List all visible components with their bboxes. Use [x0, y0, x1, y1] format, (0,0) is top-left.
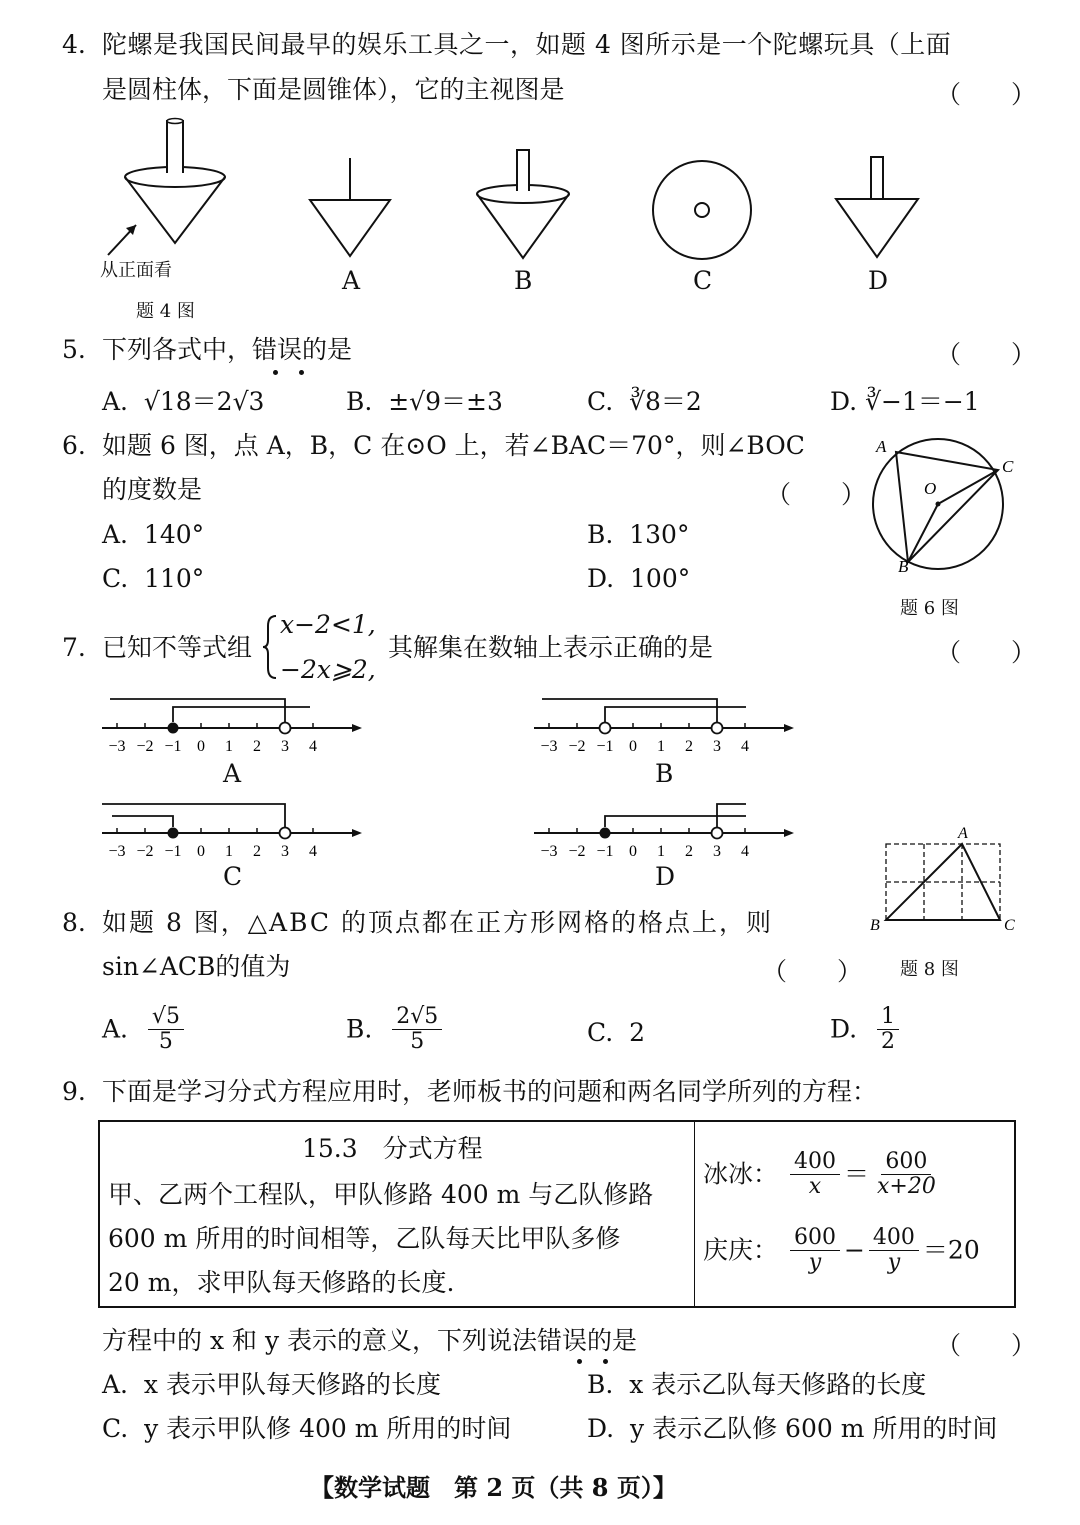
- q7-stem-post: 其解集在数轴上表示正确的是: [388, 633, 714, 662]
- q6-option-c[interactable]: [102, 564, 204, 594]
- student-name: 庆庆：: [703, 1235, 779, 1265]
- q8-option-c[interactable]: [587, 1018, 645, 1048]
- student-1-equation: 冰冰： $\frac{400}{x}$ ＝ $\frac{600}{x+20}$: [703, 1150, 944, 1199]
- board-line-1: 甲、乙两个工程队，甲队修路 400 m 与乙队修路: [108, 1180, 654, 1209]
- option-key: C.: [587, 1018, 614, 1047]
- point-label-o: O: [924, 479, 937, 498]
- system-brace: [262, 614, 278, 680]
- svg-text:−3: −3: [108, 843, 126, 860]
- q9-option-a[interactable]: [102, 1370, 441, 1400]
- fraction: $\frac{1}{2}$: [877, 1005, 899, 1054]
- q4-number: 4.: [62, 30, 86, 59]
- svg-text:−1: −1: [596, 843, 614, 860]
- option-expr: ∛−1＝−1: [865, 387, 980, 416]
- option-text: y 表示甲队修 400 m 所用的时间: [144, 1414, 512, 1443]
- q4-option-d-label[interactable]: D: [868, 266, 889, 295]
- q7-numberline-a: [100, 695, 370, 755]
- option-key: D.: [830, 387, 858, 416]
- q8-option-d[interactable]: [830, 1005, 903, 1054]
- q4-option-a-label[interactable]: A: [342, 266, 361, 295]
- q7-stem-pre: 已知不等式组: [102, 633, 253, 662]
- point-label-a: A: [876, 437, 887, 456]
- option-key: A.: [102, 1370, 129, 1399]
- q6-stem-line2: 的度数是: [102, 475, 203, 504]
- option-key: B.: [346, 1014, 373, 1044]
- q9-option-b[interactable]: [587, 1370, 926, 1400]
- q4-option-d-figure: [833, 155, 923, 260]
- option-value: 110°: [144, 564, 205, 593]
- q4-view-label: 从正面看: [100, 260, 172, 281]
- q4-option-c-figure: [650, 158, 754, 262]
- option-key: D.: [587, 564, 615, 593]
- board-line-3: 20 m，求甲队每天修路的长度.: [108, 1268, 455, 1297]
- option-value: 130°: [629, 520, 690, 549]
- fraction: $\frac{400}{x}$: [790, 1150, 840, 1199]
- q6-number: 6.: [62, 431, 86, 460]
- svg-text:3: 3: [281, 738, 289, 755]
- option-key: C.: [102, 1414, 129, 1443]
- q7-option-d-label[interactable]: D: [655, 862, 676, 891]
- option-key: A.: [102, 1014, 129, 1044]
- q8-fig-caption: 题 8 图: [900, 959, 959, 980]
- emphasis-dot: [577, 1359, 582, 1364]
- q9-stem: 下面是学习分式方程应用时，老师板书的问题和两名同学所列的方程：: [102, 1077, 878, 1106]
- q5-number: 5.: [62, 335, 86, 364]
- emphasis-dot: [299, 370, 304, 375]
- svg-text:−1: −1: [164, 738, 182, 755]
- option-text: x 表示乙队每天修路的长度: [629, 1370, 927, 1399]
- q7-inequality-2: −2x⩾2,: [280, 655, 376, 684]
- svg-text:−2: −2: [136, 843, 154, 860]
- svg-text:−1: −1: [164, 843, 182, 860]
- option-key: A.: [102, 387, 129, 416]
- svg-text:1: 1: [657, 843, 665, 860]
- option-key: A.: [102, 520, 129, 549]
- option-value: 100°: [630, 564, 691, 593]
- q6-fig-caption: 题 6 图: [900, 598, 959, 619]
- svg-text:2: 2: [253, 843, 261, 860]
- svg-text:−3: −3: [540, 843, 558, 860]
- point-label-a: A: [958, 825, 968, 842]
- box-divider: [694, 1122, 695, 1306]
- svg-text:−1: −1: [596, 738, 614, 755]
- svg-text:3: 3: [713, 738, 721, 755]
- q7-numberline-b: [532, 695, 802, 755]
- q5-option-c[interactable]: [587, 387, 702, 417]
- fraction: $\frac{600}{y}$: [790, 1226, 840, 1275]
- option-key: B.: [587, 520, 614, 549]
- svg-text:3: 3: [281, 843, 289, 860]
- option-value: 140°: [143, 520, 205, 549]
- q5-option-d[interactable]: [830, 387, 980, 417]
- q7-option-a-label[interactable]: A: [223, 759, 242, 788]
- student-2-equation: 庆庆： $\frac{600}{y}$ − $\frac{400}{y}$ ＝20: [703, 1225, 980, 1275]
- q8-grid-figure: [866, 822, 1026, 932]
- svg-text:0: 0: [197, 843, 205, 860]
- svg-text:1: 1: [225, 843, 233, 860]
- q5-option-b[interactable]: [346, 387, 503, 417]
- fraction: $\frac{600}{x+20}$: [876, 1149, 936, 1199]
- option-key: D.: [830, 1014, 858, 1044]
- page-footer: 【数学试题 第 2 页（共 8 页）】: [310, 1473, 677, 1502]
- svg-text:0: 0: [629, 843, 637, 860]
- q4-option-b-figure: [470, 148, 580, 263]
- fraction: $\frac{2√5}{5}$: [392, 1005, 442, 1054]
- q9-question: 方程中的 x 和 y 表示的意义，下列说法错误的是: [102, 1326, 638, 1355]
- q4-stem-line2: 是圆柱体，下面是圆锥体），它的主视图是: [102, 75, 565, 104]
- q5-stem: 下列各式中，错误的是: [102, 335, 353, 364]
- q9-number: 9.: [62, 1077, 86, 1106]
- emphasis-dot: [273, 370, 278, 375]
- blackboard-box: [98, 1120, 1016, 1308]
- q9-option-d[interactable]: [587, 1414, 997, 1444]
- student-name: 冰冰：: [703, 1159, 779, 1189]
- option-expr: √18＝2√3: [143, 387, 265, 416]
- q6-option-a[interactable]: [102, 520, 204, 550]
- q8-option-b[interactable]: [346, 1005, 446, 1054]
- option-key: B.: [587, 1370, 614, 1399]
- svg-text:−3: −3: [540, 738, 558, 755]
- q8-stem-line2: sin∠ACB的值为: [102, 952, 291, 981]
- svg-text:1: 1: [225, 738, 233, 755]
- q8-answer-paren[interactable]: （ ）: [762, 957, 863, 986]
- svg-text:2: 2: [253, 738, 261, 755]
- q4-option-c-label[interactable]: C: [693, 266, 713, 295]
- q9-option-c[interactable]: [102, 1414, 511, 1444]
- q9-answer-paren[interactable]: （ ）: [936, 1331, 1037, 1360]
- q7-number: 7.: [62, 633, 86, 662]
- board-title: 15.3 分式方程: [302, 1134, 483, 1163]
- q4-answer-paren[interactable]: （ ）: [936, 80, 1037, 109]
- q7-option-b-label[interactable]: B: [655, 759, 674, 788]
- q6-answer-paren[interactable]: （ ）: [766, 480, 867, 509]
- point-label-c: C: [1002, 457, 1014, 476]
- svg-text:0: 0: [197, 738, 205, 755]
- fraction: $\frac{400}{y}$: [869, 1226, 919, 1275]
- q6-option-d[interactable]: [587, 564, 690, 594]
- svg-text:4: 4: [741, 738, 749, 755]
- q7-option-c-label[interactable]: C: [223, 862, 243, 891]
- q5-answer-paren[interactable]: （ ）: [936, 340, 1037, 369]
- option-key: D.: [587, 1414, 615, 1443]
- q4-fig-caption: 题 4 图: [136, 301, 195, 322]
- fraction: $\frac{√5}{5}$: [148, 1005, 184, 1054]
- svg-text:1: 1: [657, 738, 665, 755]
- q7-numberline-d: [532, 800, 802, 860]
- svg-text:2: 2: [685, 843, 693, 860]
- q4-option-a-figure: [305, 158, 395, 258]
- option-text: y 表示乙队修 600 m 所用的时间: [630, 1414, 998, 1443]
- q8-option-a[interactable]: [102, 1005, 188, 1054]
- svg-text:0: 0: [629, 738, 637, 755]
- board-line-2: 600 m 所用的时间相等，乙队每天比甲队多修: [108, 1224, 621, 1253]
- option-expr: ±√9＝±3: [388, 387, 503, 416]
- svg-text:2: 2: [685, 738, 693, 755]
- option-key: B.: [346, 387, 373, 416]
- option-text: x 表示甲队每天修路的长度: [143, 1370, 441, 1399]
- point-label-c: C: [1004, 917, 1015, 934]
- q4-stem-line1: 陀螺是我国民间最早的娱乐工具之一，如题 4 图所示是一个陀螺玩具（上面: [102, 30, 952, 59]
- svg-text:−2: −2: [136, 738, 154, 755]
- option-key: C.: [587, 387, 614, 416]
- q6-option-b[interactable]: [587, 520, 689, 550]
- q7-inequality-1: x−2<1,: [280, 610, 376, 639]
- q8-stem-line1: 如题 8 图，△ABC 的顶点都在正方形网格的格点上，则: [102, 908, 773, 937]
- q8-number: 8.: [62, 908, 86, 937]
- emphasis-dot: [603, 1359, 608, 1364]
- svg-text:4: 4: [309, 738, 317, 755]
- svg-text:−2: −2: [568, 738, 586, 755]
- q6-stem-line1: 如题 6 图，点 A，B，C 在⊙O 上，若∠BAC＝70°，则∠BOC: [102, 431, 805, 460]
- point-label-b: B: [870, 917, 880, 934]
- option-value: 2: [629, 1018, 645, 1047]
- option-key: C.: [102, 564, 129, 593]
- q5-option-a[interactable]: [102, 387, 264, 417]
- svg-text:4: 4: [741, 843, 749, 860]
- q6-circle-figure: [868, 430, 1028, 580]
- q4-option-b-label[interactable]: B: [514, 266, 533, 295]
- svg-text:3: 3: [713, 843, 721, 860]
- svg-text:−2: −2: [568, 843, 586, 860]
- point-label-b: B: [898, 557, 909, 576]
- option-expr: ∛8＝2: [629, 387, 702, 416]
- svg-text:−3: −3: [108, 738, 126, 755]
- q7-numberline-c: [100, 800, 370, 860]
- svg-text:4: 4: [309, 843, 317, 860]
- q7-answer-paren[interactable]: （ ）: [936, 638, 1037, 667]
